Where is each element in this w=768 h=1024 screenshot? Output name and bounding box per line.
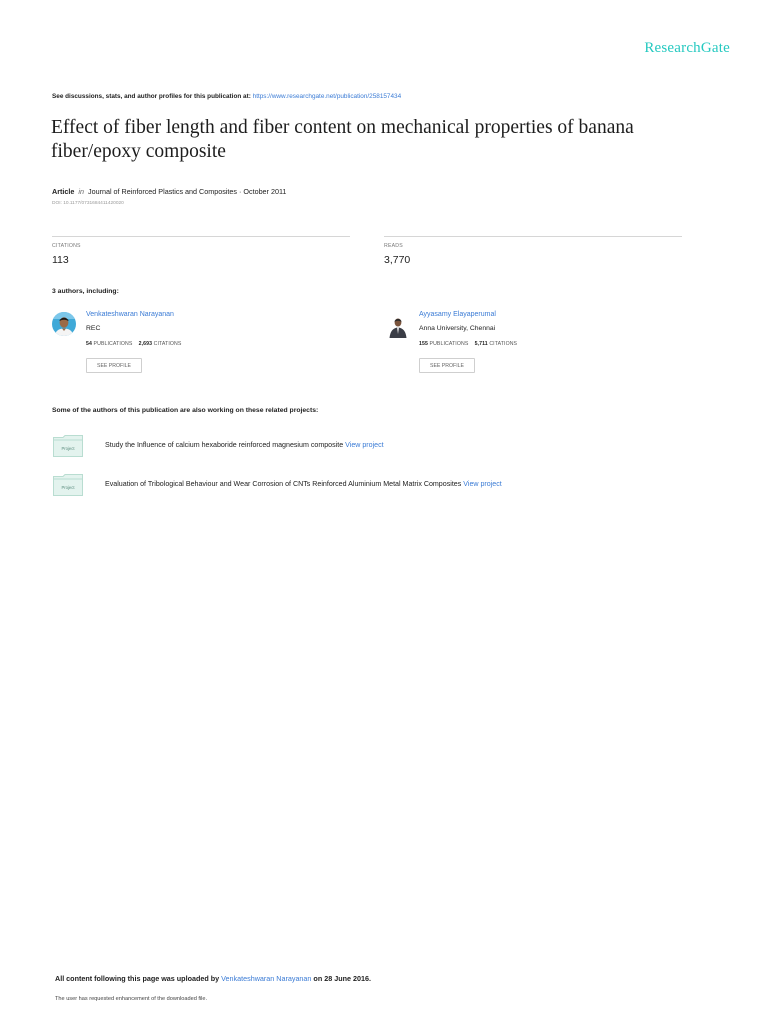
author-publications-count: 155	[419, 341, 428, 347]
author-institution: Anna University, Chennai	[419, 325, 496, 332]
project-folder-icon	[53, 474, 83, 496]
related-project-item	[105, 480, 502, 488]
enhancement-note: The user has requested enhancement of the downloaded file.	[55, 996, 208, 1002]
project-badge-label: Project	[61, 446, 75, 451]
project-icon[interactable]	[53, 474, 83, 496]
avatar-photo-icon	[386, 314, 410, 338]
publication-url-link[interactable]: https://www.researchgate.net/publication/258157434	[252, 93, 402, 100]
author-publications-count: 54	[86, 341, 92, 347]
project-icon[interactable]	[53, 435, 83, 457]
author-institution: REC	[86, 325, 101, 332]
in-label: in	[78, 187, 84, 196]
publication-title: Effect of fiber length and fiber content on mechanical properties of banana fiber/epoxy composite	[51, 117, 634, 162]
publication-meta	[52, 187, 286, 196]
project-title: Study the Influence of calcium hexaboride reinforced magnesium composite	[105, 441, 346, 449]
journal-name: Journal of Reinforced Plastics and Composites · October 2011	[87, 187, 287, 196]
view-project-link[interactable]: View project	[345, 441, 384, 449]
see-profile-button[interactable]: SEE PROFILE	[419, 358, 475, 373]
author-citations-label: CITATIONS	[489, 341, 518, 347]
project-folder-icon	[53, 435, 83, 457]
author-citations-count: 2,693	[138, 341, 153, 347]
upload-suffix: on 28 June 2016.	[311, 974, 371, 983]
author-name-link[interactable]: Venkateshwaran Narayanan	[86, 311, 174, 318]
publication-type: Article	[52, 187, 75, 196]
citations-value: 113	[52, 254, 69, 266]
related-projects-heading: Some of the authors of this publication are also working on these related projects:	[52, 407, 319, 414]
author-publications-label: PUBLICATIONS	[429, 341, 469, 347]
see-discussions-text: See discussions, stats, and author profiles for this publication at:	[52, 93, 253, 100]
project-badge-label: Project	[61, 485, 75, 490]
uploader-link[interactable]: Venkateshwaran Narayanan	[221, 974, 312, 983]
avatar-photo-icon	[52, 312, 76, 336]
author-name-link[interactable]: Ayyasamy Elayaperumal	[419, 311, 496, 318]
author-avatar[interactable]	[52, 312, 76, 336]
citations-label: CITATIONS	[52, 243, 81, 249]
authors-heading: 3 authors, including:	[52, 288, 119, 295]
author-avatar[interactable]	[386, 314, 410, 338]
author-citations-label: CITATIONS	[153, 341, 182, 347]
reads-value: 3,770	[384, 254, 411, 266]
citations-divider	[52, 236, 350, 237]
reads-label: READS	[384, 243, 403, 249]
related-project-item	[105, 441, 384, 449]
author-citations-count: 5,711	[474, 341, 488, 347]
publication-doi: DOI: 10.1177/0731684411420020	[52, 201, 124, 206]
reads-divider	[384, 236, 682, 237]
upload-note	[55, 974, 371, 983]
see-discussions-line	[52, 93, 401, 100]
see-profile-button[interactable]: SEE PROFILE	[86, 358, 142, 373]
author-stats	[86, 341, 181, 347]
author-publications-label: PUBLICATIONS	[93, 341, 133, 347]
researchgate-logo[interactable]: ResearchGate	[644, 40, 730, 56]
project-title: Evaluation of Tribological Behaviour and Wear Corrosion of CNTs Reinforced Aluminium Metal Matrix Composites	[105, 480, 464, 488]
upload-prefix: All content following this page was uploaded by	[55, 974, 222, 983]
view-project-link[interactable]: View project	[463, 480, 502, 488]
author-stats	[419, 341, 517, 347]
